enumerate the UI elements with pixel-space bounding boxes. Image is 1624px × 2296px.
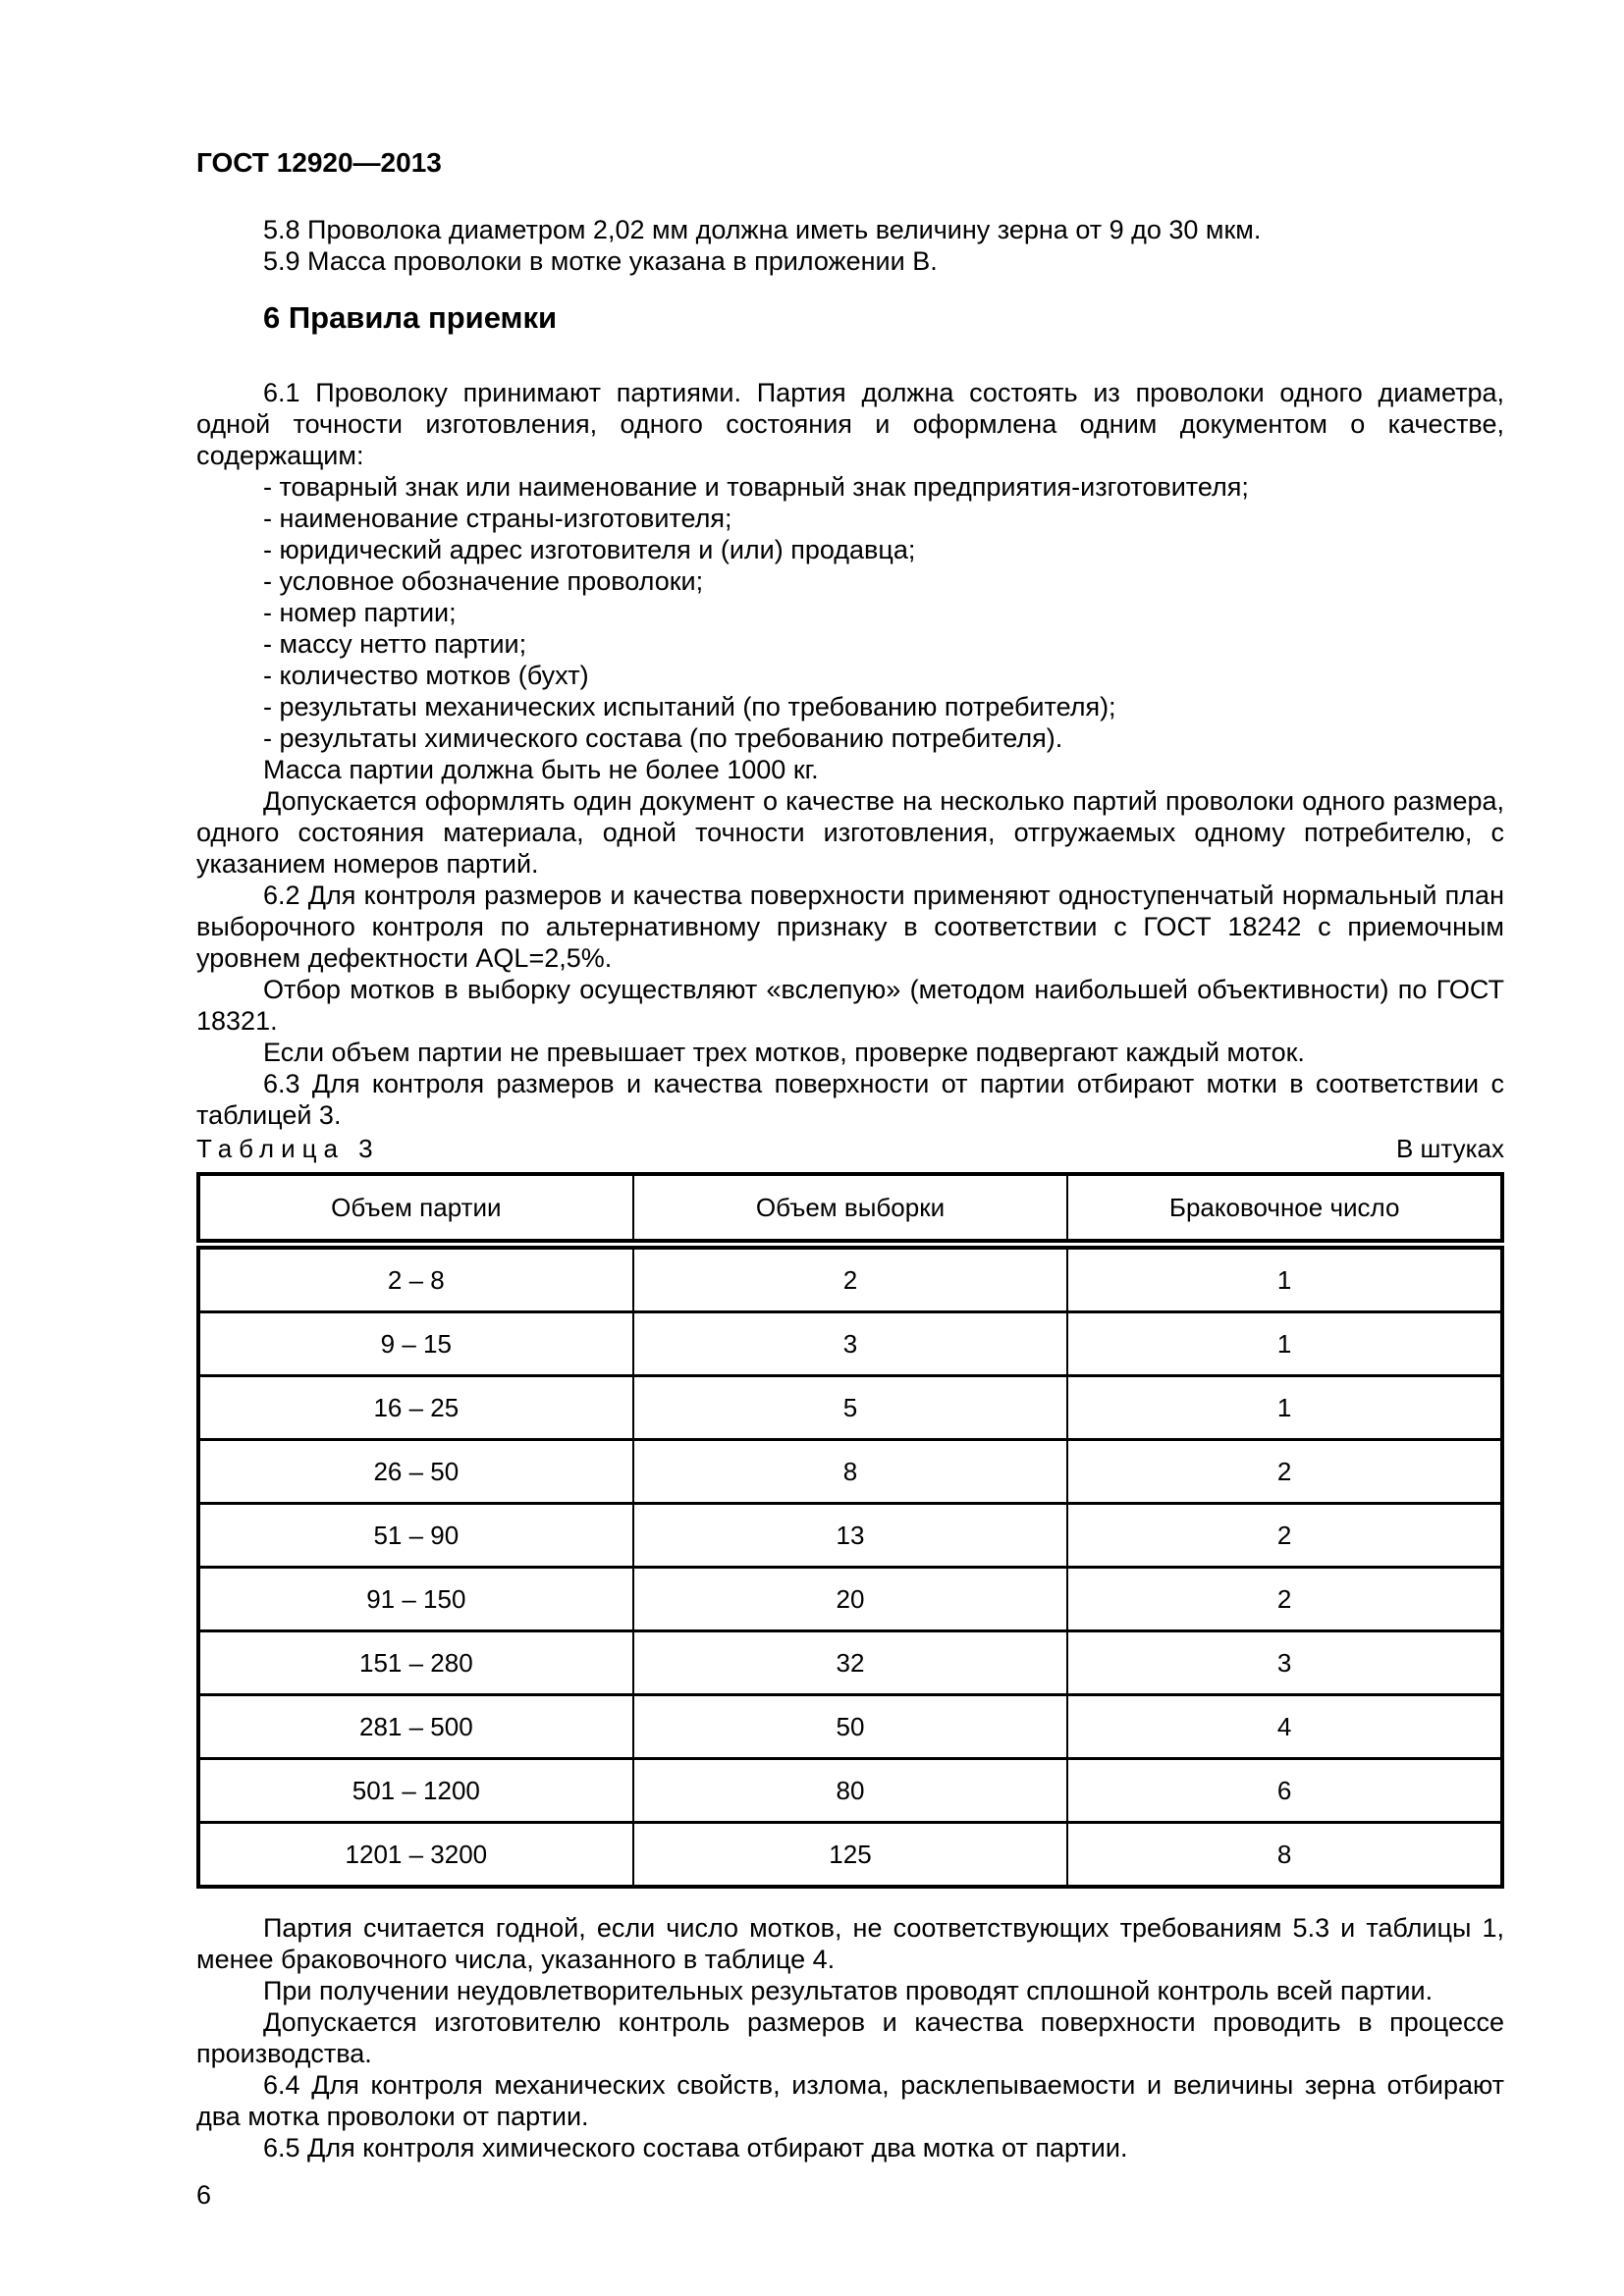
- table-caption-label: Таблица 3: [196, 1134, 380, 1163]
- list-item: - количество мотков (бухт): [263, 661, 589, 690]
- table-row: [198, 1695, 1502, 1759]
- list-item: - юридический адрес изготовителя и (или) продавца;: [263, 535, 916, 564]
- table-row: [198, 1568, 1502, 1631]
- col-header-rejection-number: Браковочное число: [1067, 1174, 1502, 1245]
- table-cell-sample-size: 20: [633, 1568, 1068, 1631]
- list-item: - условное обозначение проволоки;: [263, 566, 704, 596]
- table-cell-sample-size: 32: [633, 1631, 1068, 1695]
- list-item: - массу нетто партии;: [263, 629, 527, 659]
- para-unsatisfactory-results: При получении неудовлетворительных результатов проводят сплошной контроль всей партии.: [263, 1976, 1434, 2005]
- table-cell-sample-size: 2: [633, 1245, 1068, 1312]
- para-manufacturer-control: Допускается изготовителю контроль размеров и качества поверхности проводить в процессе производства.: [196, 2007, 1504, 2068]
- col-header-lot-size: Объем партии: [198, 1174, 633, 1245]
- table-cell-lot-size: 151 – 280: [198, 1631, 633, 1695]
- table-cell-rejection-number: 1: [1067, 1245, 1502, 1312]
- sampling-table: [196, 1172, 1504, 1889]
- table-cell-sample-size: 3: [633, 1312, 1068, 1376]
- table-cell-lot-size: 1201 – 3200: [198, 1823, 633, 1888]
- table-cell-rejection-number: 1: [1067, 1312, 1502, 1376]
- table-cell-lot-size: 26 – 50: [198, 1440, 633, 1504]
- list-item: - результаты механических испытаний (по требованию потребителя);: [263, 692, 1116, 721]
- table-cell-sample-size: 13: [633, 1504, 1068, 1568]
- table-caption: [196, 1133, 1504, 1164]
- table-cell-lot-size: 91 – 150: [198, 1568, 633, 1631]
- table-cell-rejection-number: 6: [1067, 1759, 1502, 1823]
- requirements-list: [196, 471, 1504, 754]
- table-cell-rejection-number: 2: [1067, 1568, 1502, 1631]
- para-one-document: Допускается оформлять один документ о качестве на несколько партий проволоки одного размера, одного состояния материала, одной точности изготовления, отгружаемых одному потребителю, с указанием номеров партий.: [196, 786, 1504, 879]
- table-row: [198, 1759, 1502, 1823]
- para-mass-limit: Масса партии должна быть не более 1000 кг.: [263, 755, 819, 784]
- table-cell-sample-size: 80: [633, 1759, 1068, 1823]
- table-row: [198, 1631, 1502, 1695]
- table-row: [198, 1245, 1502, 1312]
- table-cell-sample-size: 50: [633, 1695, 1068, 1759]
- para-lot-acceptance: Партия считается годной, если число мотков, не соответствующих требованиям 5.3 и таблицы 1, менее браковочного числа, указанного в таблице 4.: [196, 1913, 1504, 1974]
- table-row: [198, 1312, 1502, 1376]
- para-6-1: 6.1 Проволоку принимают партиями. Партия должна состоять из проволоки одного диаметра, одной точности изготовления, одного состояния и оформлена одним документом о качестве, содержащим:: [196, 378, 1504, 470]
- col-header-sample-size: Объем выборки: [633, 1174, 1068, 1245]
- table-row: [198, 1504, 1502, 1568]
- para-6-2: 6.2 Для контроля размеров и качества поверхности применяют одноступенчатый нормальный план выборочного контроля по альтернативному признаку в соответствии с ГОСТ 18242 с приемочным уровнем дефектности AQL=2,5%.: [196, 881, 1504, 973]
- table-cell-lot-size: 16 – 25: [198, 1376, 633, 1440]
- table-cell-rejection-number: 1: [1067, 1376, 1502, 1440]
- para-sampling-method: Отбор мотков в выборку осуществляют «вслепую» (методом наибольшей объективности) по ГОСТ 18321.: [196, 975, 1504, 1036]
- table-row: [198, 1823, 1502, 1888]
- table-row: [198, 1440, 1502, 1504]
- doc-number: ГОСТ 12920—2013: [196, 147, 442, 178]
- table-cell-rejection-number: 8: [1067, 1823, 1502, 1888]
- section-heading: 6 Правила приемки: [263, 300, 558, 335]
- para-6-5: 6.5 Для контроля химического состава отбирают два мотка от партии.: [263, 2133, 1128, 2163]
- table-cell-lot-size: 2 – 8: [198, 1245, 633, 1312]
- table-cell-lot-size: 281 – 500: [198, 1695, 633, 1759]
- table-cell-lot-size: 501 – 1200: [198, 1759, 633, 1823]
- table-units-note: В штуках: [1395, 1134, 1504, 1163]
- list-item: - результаты химического состава (по требованию потребителя).: [263, 723, 1063, 753]
- para-6-4: 6.4 Для контроля механических свойств, излома, расклепываемости и величины зерна отбирают два мотка проволоки от партии.: [196, 2070, 1504, 2131]
- table-cell-sample-size: 8: [633, 1440, 1068, 1504]
- table-cell-sample-size: 5: [633, 1376, 1068, 1440]
- table-cell-rejection-number: 2: [1067, 1440, 1502, 1504]
- table-cell-lot-size: 51 – 90: [198, 1504, 633, 1568]
- table-cell-lot-size: 9 – 15: [198, 1312, 633, 1376]
- table-row: [198, 1376, 1502, 1440]
- para-5-8: 5.8 Проволока диаметром 2,02 мм должна иметь величину зерна от 9 до 30 мкм.: [263, 215, 1262, 244]
- para-6-3: 6.3 Для контроля размеров и качества поверхности от партии отбирают мотки в соответствии с таблицей 3.: [196, 1069, 1504, 1130]
- table-cell-rejection-number: 4: [1067, 1695, 1502, 1759]
- list-item: - номер партии;: [263, 598, 457, 627]
- list-item: - наименование страны-изготовителя;: [263, 504, 732, 533]
- table-header-row: [198, 1174, 1502, 1245]
- list-item: - товарный знак или наименование и товарный знак предприятия-изготовителя;: [263, 472, 1249, 502]
- table-cell-sample-size: 125: [633, 1823, 1068, 1888]
- table-cell-rejection-number: 3: [1067, 1631, 1502, 1695]
- para-small-lot: Если объем партии не превышает трех мотков, проверке подвергают каждый моток.: [263, 1038, 1305, 1067]
- after-table-text: [196, 1912, 1504, 2163]
- table-cell-rejection-number: 2: [1067, 1504, 1502, 1568]
- page-number: 6: [196, 2180, 212, 2210]
- para-5-9: 5.9 Масса проволоки в мотке указана в приложении В.: [263, 246, 938, 276]
